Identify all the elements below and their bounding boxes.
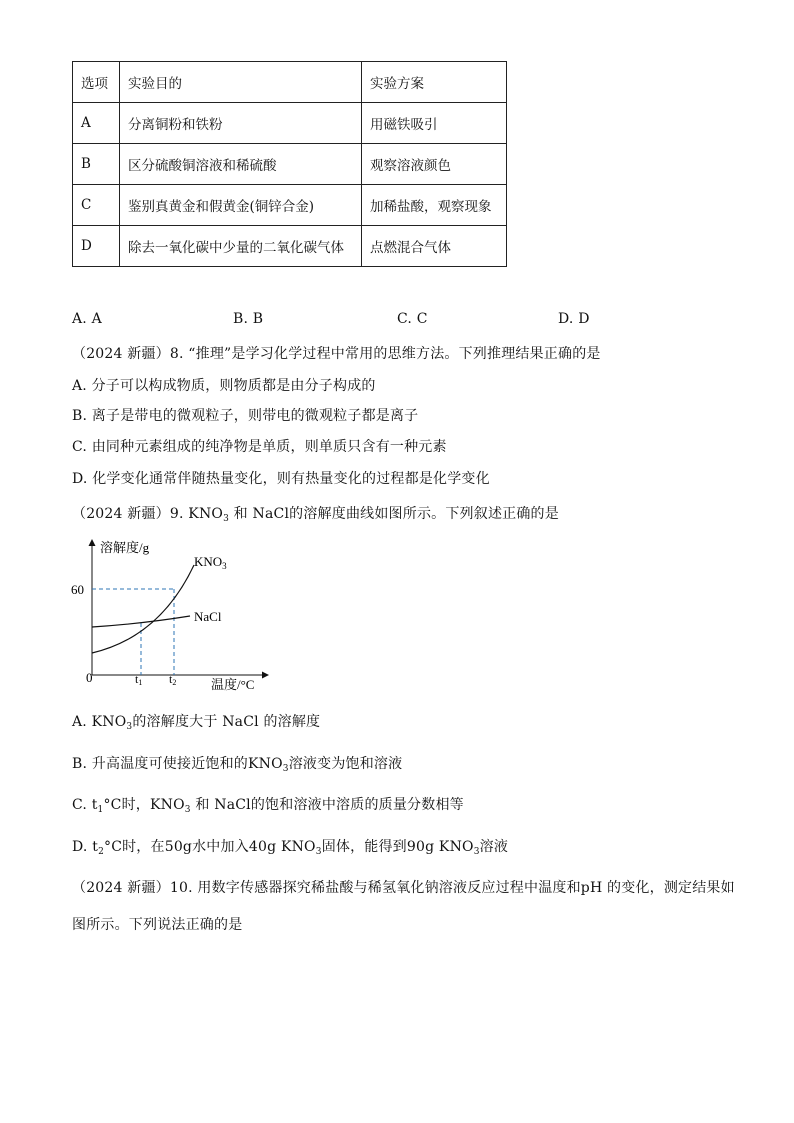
- subscript: 3: [126, 722, 133, 732]
- table-cell: 点燃混合气体: [362, 226, 507, 267]
- q9-option-c: [72, 794, 464, 815]
- y-axis-label: 溶解度/g: [100, 540, 150, 555]
- option-text: 溶液: [479, 839, 509, 855]
- mass-value: 40g KNO: [248, 839, 316, 855]
- subscript: 3: [315, 847, 322, 857]
- x-axis-label: 温度/°C: [211, 677, 255, 692]
- table-header: 实验目的: [120, 62, 362, 103]
- q10-stem-line1: （2024 新疆）10. 用数字传感器探究稀盐酸与稀氢氧化钠溶液反应过程中温度和pH 的变化，测定结果如: [72, 880, 735, 896]
- options-table: [72, 61, 507, 267]
- q9-stem-suffix: 的溶解度曲线如图所示。下列叙述正确的是: [289, 506, 559, 522]
- option-text: B. 升高温度可使接近饱和的: [72, 756, 248, 772]
- q7-option-d: D. D: [558, 311, 590, 327]
- q8-option-c: C. 由同种元素组成的纯净物是单质，则单质只含有一种元素: [72, 439, 447, 455]
- table-cell: 分离铜粉和铁粉: [120, 103, 362, 144]
- table-cell: 区分硫酸铜溶液和稀硫酸: [120, 144, 362, 185]
- table-row: [73, 103, 507, 144]
- subscript: 3: [184, 805, 191, 815]
- subscript: 3: [282, 764, 289, 774]
- table-row: [73, 226, 507, 267]
- q8-stem: （2024 新疆）8. “推理”是学习化学过程中常用的思维方法。下列推理结果正确的是: [72, 346, 601, 362]
- kno3-curve-label: $KNO_3$: [194, 554, 227, 571]
- t2-label: t2: [169, 672, 177, 687]
- table-row: [73, 185, 507, 226]
- table-row: [73, 144, 507, 185]
- q9-option-b: [72, 753, 402, 774]
- subscript: 1: [97, 805, 104, 815]
- subscript: 3: [223, 514, 230, 524]
- table-cell: 用磁铁吸引: [362, 103, 507, 144]
- kno3-curve: [92, 565, 194, 653]
- table-cell: A: [73, 103, 120, 144]
- option-text: 溶液变为饱和溶液: [288, 756, 403, 772]
- table-cell: 加稀盐酸，观察现象: [362, 185, 507, 226]
- y-tick-60: 60: [71, 582, 84, 597]
- q9-option-d: [72, 836, 508, 857]
- formula-nacl: NaCl: [214, 797, 251, 813]
- mass-value: 90g KNO: [406, 839, 474, 855]
- formula-kno3: KNO: [248, 756, 283, 772]
- table-header-row: [73, 62, 507, 103]
- option-text: 的溶解度大于 NaCl 的溶解度: [132, 714, 321, 730]
- q7-option-c: C. C: [397, 311, 428, 327]
- q10-stem-line2: 图所示。下列说法正确的是: [72, 917, 243, 933]
- formula-nacl: NaCl: [252, 506, 290, 522]
- option-text: C. t: [72, 797, 98, 813]
- nacl-curve-label: NaCl: [194, 609, 222, 624]
- formula-kno3: KNO: [91, 714, 127, 730]
- option-text: °C时，在: [104, 839, 165, 855]
- table-header: 选项: [73, 62, 120, 103]
- option-text: 固体，能得到: [321, 839, 407, 855]
- subscript: 2: [98, 847, 104, 857]
- q8-option-a: A. 分子可以构成物质，则物质都是由分子构成的: [72, 378, 376, 394]
- option-text: 的饱和溶液中溶质的质量分数相等: [250, 797, 464, 813]
- q7-option-a: A. A: [72, 311, 102, 327]
- table-cell: B: [73, 144, 120, 185]
- q9-stem-prefix: （2024 新疆）9.: [72, 506, 189, 522]
- option-text: °C时，: [103, 797, 150, 813]
- table-cell: D: [73, 226, 120, 267]
- q8-option-d: D. 化学变化通常伴随热量变化，则有热量变化的过程都是化学变化: [72, 471, 490, 487]
- table-cell: 观察溶液颜色: [362, 144, 507, 185]
- q9-stem: [72, 503, 559, 524]
- table-cell: 除去一氧化碳中少量的二氧化碳气体: [120, 226, 362, 267]
- conjunction: 和: [190, 797, 215, 813]
- q7-option-b: B. B: [233, 311, 264, 327]
- table-header: 实验方案: [362, 62, 507, 103]
- table-cell: C: [73, 185, 120, 226]
- q8-option-b: B. 离子是带电的微观粒子，则带电的微观粒子都是离子: [72, 408, 419, 424]
- table-cell: 鉴别真黄金和假黄金(铜锌合金): [120, 185, 362, 226]
- origin-label: 0: [86, 670, 93, 685]
- mass-value: 50g: [164, 839, 193, 855]
- formula-kno3: KNO: [188, 506, 224, 522]
- solubility-graph: [71, 535, 280, 693]
- subscript: 3: [473, 847, 480, 857]
- t1-label: t1: [135, 672, 143, 687]
- conjunction: 和: [229, 506, 253, 522]
- option-text: 水中加入: [192, 839, 249, 855]
- q9-option-a: [72, 711, 320, 732]
- formula-kno3: KNO: [150, 797, 185, 813]
- option-text: D. t: [72, 839, 99, 855]
- option-prefix: A.: [72, 714, 92, 730]
